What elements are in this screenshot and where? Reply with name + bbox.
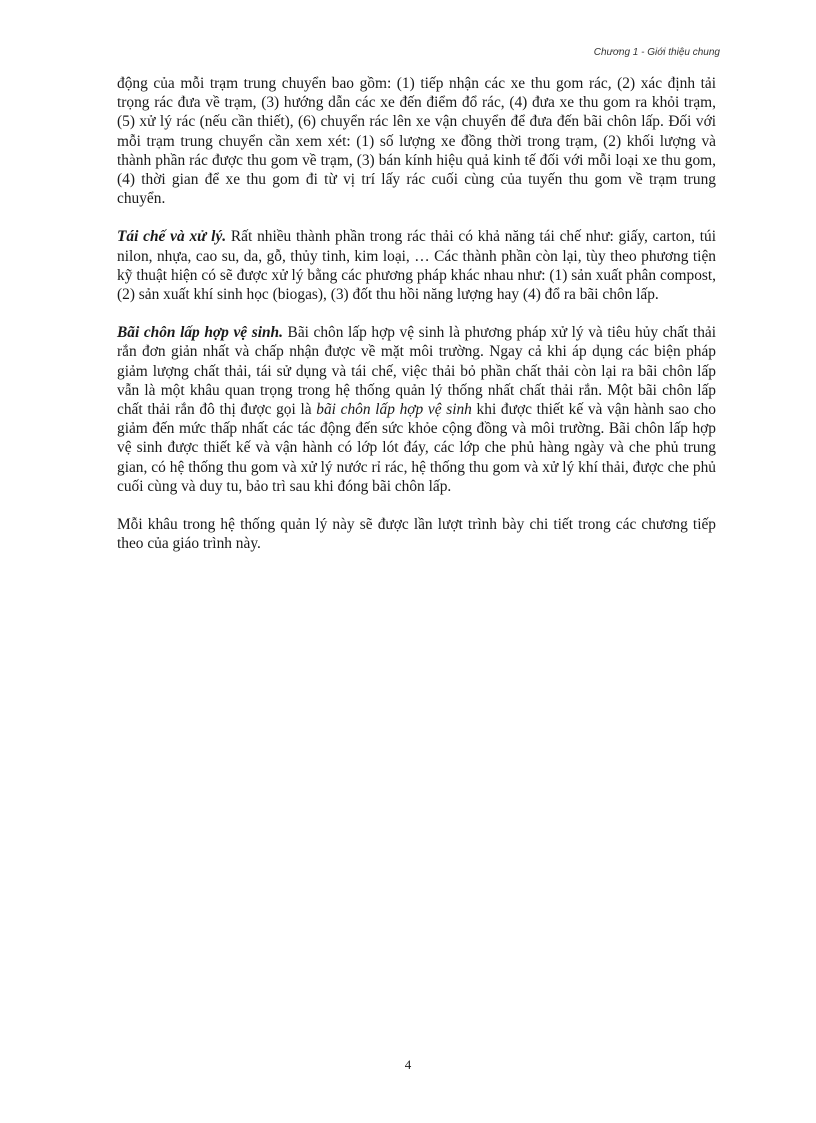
page-number: 4 <box>404 1057 412 1072</box>
landfill-emphasis: bãi chôn lấp hợp vệ sinh <box>316 401 472 419</box>
landfill-text-part2: khi được thiết kế và vận hành sao cho giảm đến mức thấp nhất các tác động đến sức khỏe cộng đồng và môi trường. Bãi chôn lấp hợp vệ sinh được thiết kế và vận hành có lớp lót đáy, các lớp che phủ hàng ngày và che phủ trung gian, có hệ thống thu gom và xử lý nước rỉ rác, hệ thống thu gom và xử lý khí thải, được che phủ cuối cùng và duy tu, bảo trì sau khi đóng bãi chôn lấp. <box>117 401 716 495</box>
chapter-header: Chương 1 - Giới thiệu chung <box>593 47 720 58</box>
paragraph-transfer-station: động của mỗi trạm trung chuyển bao gồm: (1) tiếp nhận các xe thu gom rác, (2) xác định tải trọng rác đưa về trạm, (3) hướng dẫn các xe đến điểm đổ rác, (4) đưa xe thu gom ra khỏi trạm, (5) xử lý rác (nếu cần thiết), (6) chuyển rác lên xe vận chuyển để đưa đến bãi chôn lấp. Đối với mỗi trạm trung chuyển cần xem xét: (1) số lượng xe đồng thời trong trạm, (2) khối lượng và thành phần rác được thu gom về trạm, (3) bán kính hiệu quả kinh tế đối với mỗi loại xe thu gom, (4) thời gian để xe thu gom đi từ vị trí lấy rác cuối cùng của tuyến thu gom về trạm trung chuyển. <box>117 75 716 208</box>
landfill-text-part1: Bãi chôn lấp hợp vệ sinh là phương pháp xử lý và tiêu hủy chất thải rắn đơn giản nhất và chấp nhận được về mặt môi trường. Ngay cả khi áp dụng các biện pháp giảm lượng chất thải, tái sử dụng và tái chế, việc thải bỏ phần chất thải còn lại ra bãi chôn lấp vẫn là một khâu quan trọng trong hệ thống quản lý thống nhất chất thải rắn. Một bãi chôn lấp chất thải rắn đô thị được gọi là <box>117 324 716 419</box>
landfill-heading: Bãi chôn lấp hợp vệ sinh. <box>117 324 283 342</box>
paragraph-recycling <box>117 227 716 304</box>
paragraph-landfill <box>117 323 716 496</box>
recycling-text: Rất nhiều thành phần trong rác thải có khả năng tái chế như: giấy, carton, túi nilon, nhựa, cao su, da, gỗ, thủy tinh, kim loại, … Các thành phần còn lại, tùy theo phương tiện kỹ thuật hiện có sẽ được xử lý bằng các phương pháp khác nhau như: (1) sản xuất phân compost, (2) sản xuất khí sinh học (biogas), (3) đốt thu hồi năng lượng hay (4) đổ ra bãi chôn lấp. <box>117 228 716 304</box>
paragraph-closing: Mỗi khâu trong hệ thống quản lý này sẽ được lần lượt trình bày chi tiết trong các chương tiếp theo của giáo trình này. <box>117 516 716 553</box>
recycling-heading: Tái chế và xử lý. <box>117 228 227 246</box>
document-body <box>117 74 716 572</box>
